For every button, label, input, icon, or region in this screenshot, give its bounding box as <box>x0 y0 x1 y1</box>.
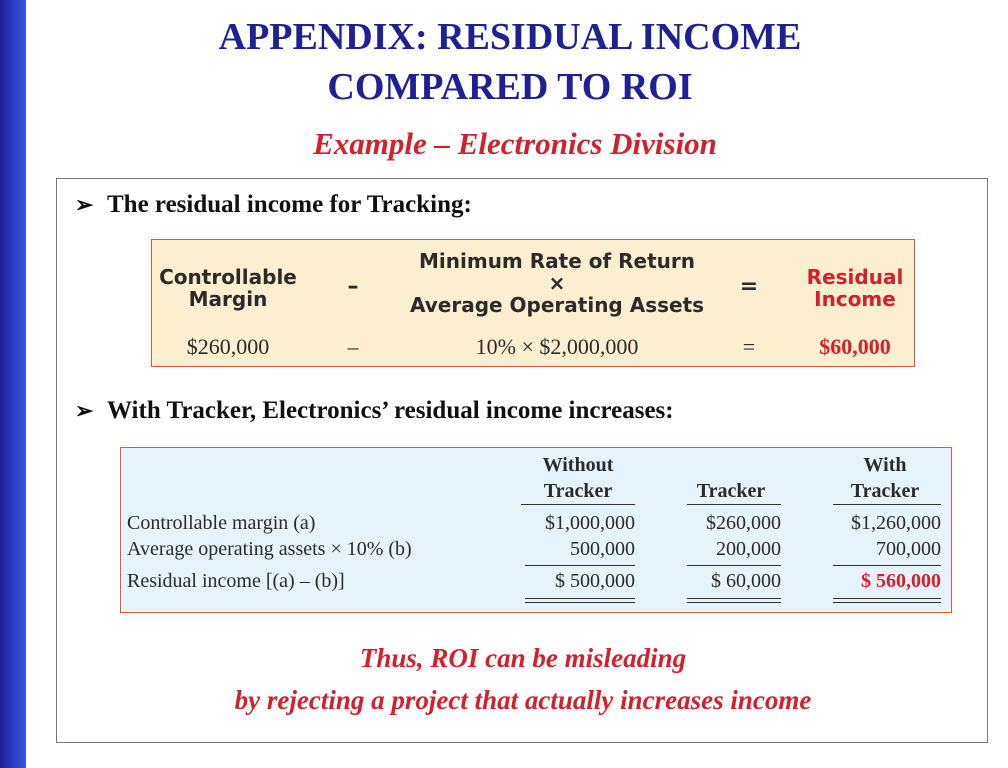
arrow-bullet-icon: ➢ <box>75 192 94 217</box>
title-line-1: APPENDIX: RESIDUAL INCOME <box>218 16 802 58</box>
bullet-residual-tracking <box>75 191 472 219</box>
bullet-text: With Tracker, Electronics’ residual income increases: <box>107 397 674 424</box>
subtotal-line <box>833 565 941 566</box>
formula-value-residual: $60,000 <box>819 334 891 359</box>
double-underline <box>833 598 941 599</box>
double-underline <box>687 602 781 603</box>
row-label-average-assets: Average operating assets × 10% (b) <box>127 538 412 560</box>
conclusion-line-1: Thus, ROI can be misleading <box>359 643 687 673</box>
bullet-with-tracker <box>75 397 674 425</box>
formula-value-rate-assets: 10% × $2,000,000 <box>475 334 639 359</box>
header-underline <box>687 504 781 505</box>
formula-value-margin: $260,000 <box>186 334 270 359</box>
cell-value: $1,000,000 <box>545 512 635 534</box>
column-header-tracker: Tracker <box>696 480 766 502</box>
column-header-without-tracker: Without Tracker <box>542 454 614 502</box>
cell-value: $1,260,000 <box>851 512 941 534</box>
cell-value: $ 500,000 <box>555 570 635 592</box>
row-label-residual-income: Residual income [(a) – (b)] <box>127 570 345 592</box>
formula-header-residual-income: Residual Income <box>806 265 904 311</box>
subtotal-line <box>687 565 781 566</box>
cell-value: $ 60,000 <box>711 570 781 592</box>
content-box <box>56 178 988 743</box>
double-underline <box>687 598 781 599</box>
header-underline <box>833 504 941 505</box>
formula-header-controllable-margin: Controllable Margin <box>159 265 297 311</box>
formula-header-min-rate: Minimum Rate of Return × Average Operating Assets <box>409 249 705 317</box>
title-line-2: COMPARED TO ROI <box>327 66 693 108</box>
formula-value-minus: – <box>347 334 359 359</box>
arrow-bullet-icon: ➢ <box>75 398 94 423</box>
double-underline <box>525 602 635 603</box>
residual-income-formula <box>151 239 915 367</box>
residual-income-table <box>120 447 952 613</box>
slide-subtitle: Example – Electronics Division <box>313 126 717 161</box>
double-underline <box>525 598 635 599</box>
formula-header-minus: – <box>347 274 359 299</box>
left-accent-bar <box>0 0 26 768</box>
header-underline <box>521 504 635 505</box>
cell-value: 500,000 <box>570 538 635 560</box>
cell-value: 700,000 <box>876 538 941 560</box>
double-underline <box>833 602 941 603</box>
formula-value-equals: = <box>742 334 756 359</box>
formula-header-equals: = <box>739 274 759 299</box>
row-label-controllable-margin: Controllable margin (a) <box>127 512 316 534</box>
conclusion-line-2: by rejecting a project that actually increases income <box>234 685 812 715</box>
cell-value: $260,000 <box>706 512 781 534</box>
bullet-text: The residual income for Tracking: <box>107 191 472 218</box>
cell-value: 200,000 <box>716 538 781 560</box>
column-header-with-tracker: With Tracker <box>850 454 920 502</box>
subtotal-line <box>525 565 635 566</box>
slide-title <box>110 12 910 112</box>
cell-value-highlight: $ 560,000 <box>861 570 941 592</box>
